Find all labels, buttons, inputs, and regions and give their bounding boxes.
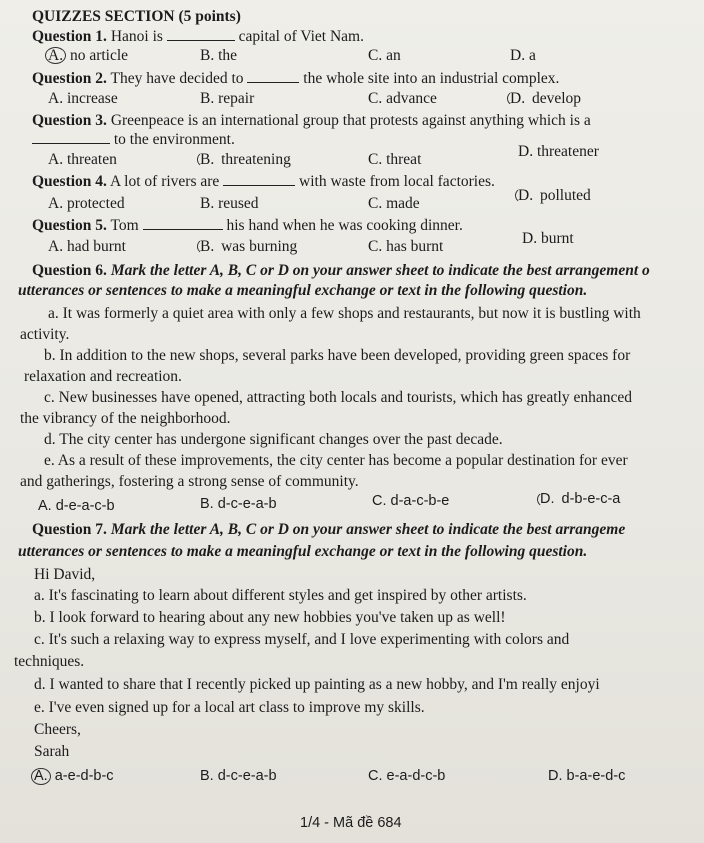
q6-line-c: c. New businesses have opened, attracting both locals and tourists, which has greatly enhanced — [44, 389, 632, 406]
q7-line-c-cont: techniques. — [14, 653, 85, 670]
page-footer: 1/4 - Mã đề 684 — [300, 815, 402, 831]
q4-option-b[interactable]: B. reused — [200, 195, 259, 212]
answer-circle: D. — [507, 90, 528, 107]
q4-stem: Question 4. A lot of rivers are with waste from local factories. — [32, 173, 495, 190]
q1-stem: Question 1. Hanoi is capital of Viet Nam. — [32, 28, 364, 45]
q6-line-a: a. It was formerly a quiet area with only a few shops and restaurants, but now it is bustling with — [48, 305, 641, 322]
q4-option-c[interactable]: C. made — [368, 195, 420, 212]
q7-option-d[interactable]: D. b-a-e-d-c — [548, 768, 626, 784]
q7-line-e: e. I've even signed up for a local art class to improve my skills. — [34, 699, 425, 716]
q7-line-c: c. It's such a relaxing way to express myself, and I love experimenting with colors and — [34, 631, 570, 648]
q7-closing: Cheers, — [34, 721, 81, 738]
q7-option-b[interactable]: B. d-c-e-a-b — [200, 768, 277, 784]
q5-label: Question 5. — [32, 217, 107, 234]
q6-line-e: e. As a result of these improvements, the city center has become a popular destination for ever — [44, 452, 628, 469]
q6-label: Question 6. — [32, 262, 107, 279]
q6-option-d[interactable]: D. d-b-e-c-a — [540, 490, 620, 508]
q2-option-b[interactable]: B. repair — [200, 90, 255, 107]
q7-label: Question 7. — [32, 521, 107, 538]
q7-line-a: a. It's fascinating to learn about different styles and get inspired by other artists. — [34, 587, 527, 604]
q3-option-c[interactable]: C. threat — [368, 151, 422, 168]
q3-blank — [32, 143, 110, 144]
q2-blank — [247, 82, 299, 83]
q7-option-a[interactable]: A. a-e-d-b-c — [34, 767, 114, 785]
answer-circle: B. — [197, 151, 217, 168]
q7-greeting: Hi David, — [34, 566, 96, 583]
q6-line-b: b. In addition to the new shops, several parks have been developed, providing green spaces for — [44, 347, 631, 364]
q2-option-a[interactable]: A. increase — [48, 90, 118, 107]
q6-option-c[interactable]: C. d-a-c-b-e — [372, 493, 450, 509]
q4-label: Question 4. — [32, 173, 107, 190]
q3-option-a[interactable]: A. threaten — [48, 151, 117, 168]
answer-circle: B. — [197, 238, 217, 255]
q6-option-a[interactable]: A. d-e-a-c-b — [38, 498, 115, 514]
q2-option-d[interactable]: D. develop — [510, 90, 581, 108]
q6-line-d: d. The city center has undergone significant changes over the past decade. — [44, 431, 503, 448]
q1-option-d[interactable]: D. a — [510, 47, 536, 64]
q5-blank — [143, 229, 223, 230]
q4-option-d[interactable]: D. polluted — [518, 187, 591, 205]
q1-blank — [167, 40, 235, 41]
q6-line-e-cont: and gatherings, fostering a strong sense of community. — [20, 473, 359, 490]
q2-option-c[interactable]: C. advance — [368, 90, 437, 107]
q7-signature: Sarah — [34, 743, 70, 760]
q1-option-a[interactable]: A. no article — [48, 47, 128, 65]
q6-line-a-cont: activity. — [20, 326, 70, 343]
q7-line-b: b. I look forward to hearing about any new hobbies you've taken up as well! — [34, 609, 506, 626]
q1-option-b[interactable]: B. the — [200, 47, 238, 64]
q4-blank — [223, 185, 295, 186]
q5-stem: Question 5. Tom his hand when he was cooking dinner. — [32, 217, 463, 234]
q5-option-a[interactable]: A. had burnt — [48, 238, 126, 255]
q6-option-b[interactable]: B. d-c-e-a-b — [200, 496, 277, 512]
q2-stem: Question 2. They have decided to the whole site into an industrial complex. — [32, 70, 560, 87]
q7-instructions-2: utterances or sentences to make a meaningful exchange or text in the following question. — [18, 543, 588, 560]
answer-circle: D. — [537, 491, 558, 508]
q3-label: Question 3. — [32, 112, 107, 129]
q2-label: Question 2. — [32, 70, 107, 87]
q3-option-b[interactable]: B. threatening — [200, 151, 291, 169]
q7-line-d: d. I wanted to share that I recently picked up painting as a new hobby, and I'm really enjoyi — [34, 676, 600, 693]
q6-instructions: Question 6. Mark the letter A, B, C or D on your answer sheet to indicate the best arrangement o — [32, 262, 650, 279]
answer-circle: A. — [31, 768, 51, 785]
q5-option-c[interactable]: C. has burnt — [368, 238, 444, 255]
q5-option-d[interactable]: D. burnt — [522, 230, 574, 247]
q4-option-a[interactable]: A. protected — [48, 195, 125, 212]
q1-option-c[interactable]: C. an — [368, 47, 401, 64]
q7-instructions: Question 7. Mark the letter A, B, C or D on your answer sheet to indicate the best arrangeme — [32, 521, 626, 538]
q3-option-d[interactable]: D. threatener — [518, 143, 599, 160]
section-title: QUIZZES SECTION (5 points) — [32, 8, 241, 25]
q3-stem: Question 3. Greenpeace is an international group that protests against anything which is a — [32, 112, 591, 129]
answer-circle: D. — [515, 187, 536, 204]
answer-circle: A. — [45, 47, 66, 64]
q6-instructions-2: utterances or sentences to make a meaningful exchange or text in the following question. — [18, 282, 588, 299]
q7-option-c[interactable]: C. e-a-d-c-b — [368, 768, 446, 784]
q3-stem-2: to the environment. — [32, 131, 235, 149]
q1-label: Question 1. — [32, 28, 107, 45]
q6-line-b-cont: relaxation and recreation. — [24, 368, 182, 385]
q5-option-b[interactable]: B. was burning — [200, 238, 297, 256]
q6-line-c-cont: the vibrancy of the neighborhood. — [20, 410, 231, 427]
